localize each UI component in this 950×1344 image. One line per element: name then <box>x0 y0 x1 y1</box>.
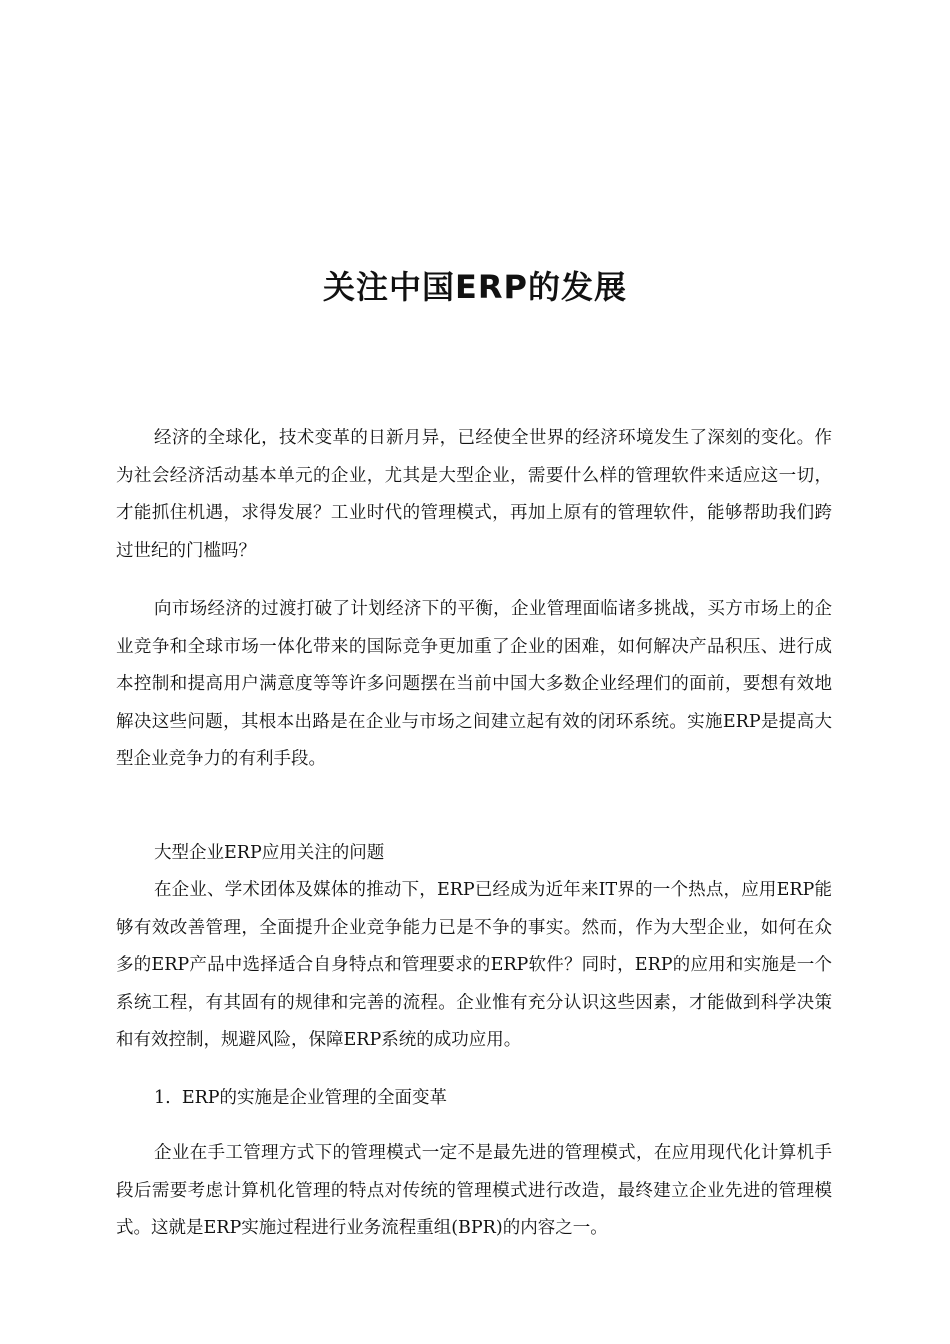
paragraph-intro: 经济的全球化，技术变革的日新月异，已经使全世界的经济环境发生了深刻的变化。作为社会经济活动基本单元的企业，尤其是大型企业，需要什么样的管理软件来适应这一切，才能抓住机遇，求得发展？工业时代的管理模式，再加上原有的管理软件，能够帮助我们跨过世纪的门槛吗？ <box>116 428 832 561</box>
section-heading: 大型企业ERP应用关注的问题 <box>154 843 385 863</box>
document-title: 关注中国ERP的发展 <box>323 268 627 307</box>
paragraph-market-transition: 向市场经济的过渡打破了计划经济下的平衡，企业管理面临诸多挑战，买方市场上的企业竞争和全球市场一体化带来的国际竞争更加重了企业的困难，如何解决产品积压、进行成本控制和提高用户满意度等等许多问题摆在当前中国大多数企业经理们的面前，要想有效地解决这些问题，其根本出路是在企业与市场之间建立起有效的闭环系统。实施ERP是提高大型企业竞争力的有利手段。 <box>116 599 832 769</box>
numbered-item-1: 1. ERP的实施是企业管理的全面变革 <box>154 1088 448 1108</box>
paragraph-erp-focus: 在企业、学术团体及媒体的推动下，ERP已经成为近年来IT界的一个热点，应用ERP能够有效改善管理，全面提升企业竞争能力已是不争的事实。然而，作为大型企业，如何在众多的ERP产品中选择适合自身特点和管理要求的ERP软件？同时，ERP的应用和实施是一个系统工程，有其固有的规律和完善的流程。企业惟有充分认识这些因素，才能做到科学决策和有效控制，规避风险，保障ERP系统的成功应用。 <box>116 880 832 1050</box>
paragraph-bpr: 企业在手工管理方式下的管理模式一定不是最先进的管理模式，在应用现代化计算机手段后需要考虑计算机化管理的特点对传统的管理模式进行改造，最终建立企业先进的管理模式。这就是ERP实施过程进行业务流程重组(BPR)的内容之一。 <box>116 1143 832 1238</box>
